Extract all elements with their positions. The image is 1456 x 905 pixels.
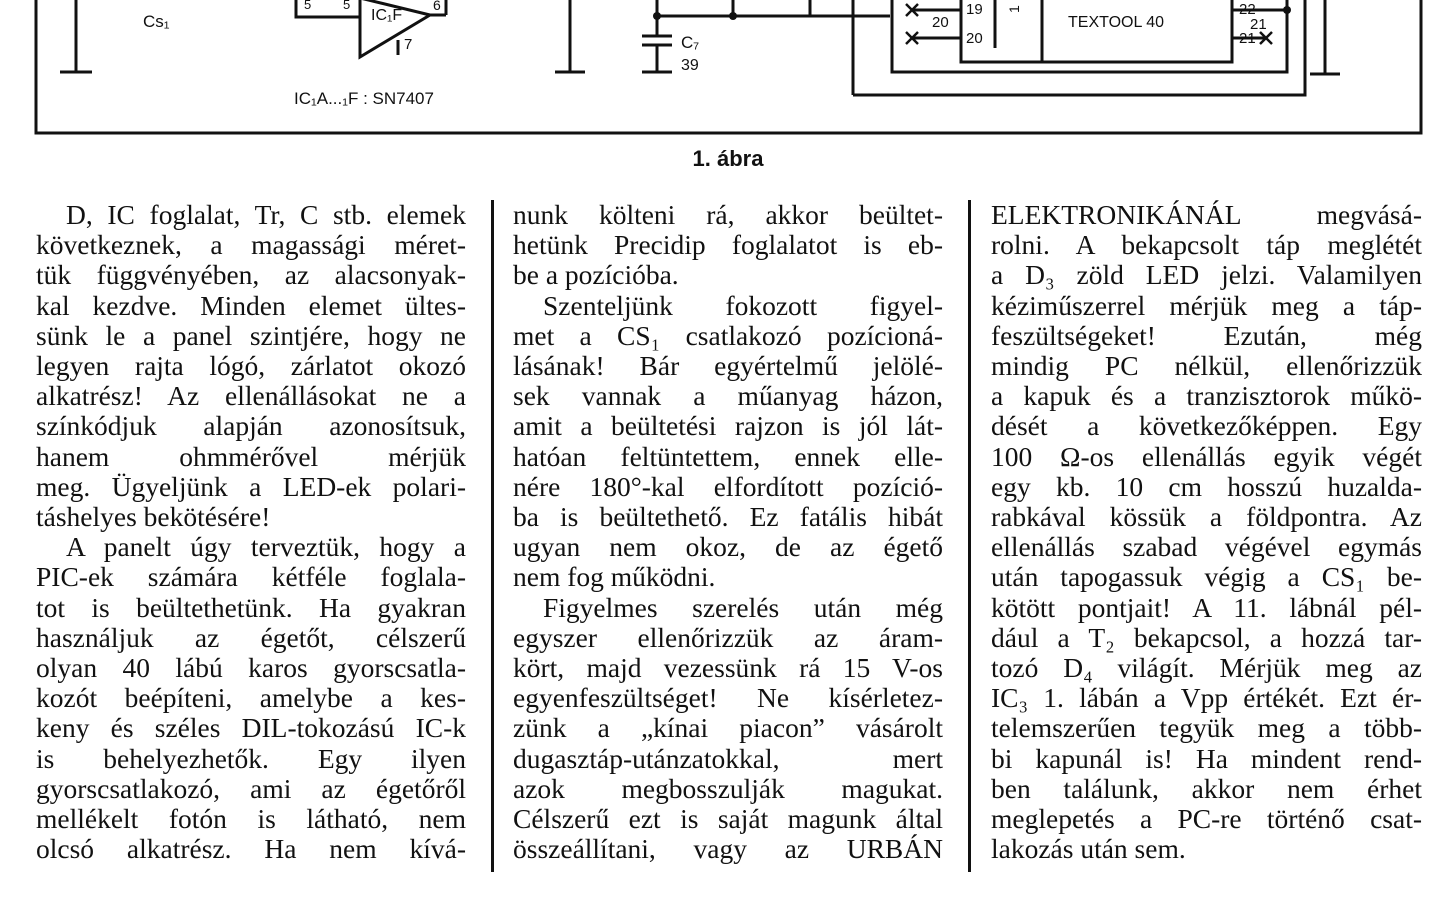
label-pin7: 7 — [404, 36, 413, 53]
text-line: 100 Ω-os ellenállás egyik végét — [991, 440, 1422, 472]
label-textool: TEXTOOL 40 — [1068, 14, 1165, 31]
label-pin19: 19 — [966, 1, 983, 18]
text-line: azok megbosszulják magukat. — [513, 772, 943, 804]
text-line: IC₃ 1. lábán a Vpp értékét. Ezt ér- — [991, 682, 1422, 714]
text-line: összeállítani, vagy az URBÁN — [513, 833, 943, 865]
label-c7-value: 39 — [681, 57, 699, 74]
text-line: mellékelt fotón is látható, nem — [36, 803, 466, 835]
text-line: színkódjuk alapján azonosítsuk, — [36, 410, 466, 442]
text-line: rolni. A bekapcsolt táp meglétét — [991, 229, 1422, 261]
text-line: dését a következőképpen. Egy — [991, 410, 1422, 442]
text-line: hatóan feltüntettem, ennek elle- — [513, 440, 943, 472]
text-line: A panelt úgy terveztük, hogy a — [66, 531, 466, 563]
text-line: kéziműszerrel mérjük meg a táp- — [991, 289, 1422, 321]
text-line: tot is beültethetünk. Ha gyakran — [36, 591, 466, 623]
text-line: gyorscsatlakozó, ami az égetőről — [36, 772, 466, 804]
text-line: telemszerűen tegyük meg a több- — [991, 712, 1422, 744]
circuit-schematic — [0, 0, 1456, 140]
text-line: zünk a „kínai piacon” vásárolt — [513, 712, 943, 744]
figure-caption: 1. ábra — [692, 146, 764, 171]
text-line: olyan 40 lábú karos gyorscsatla- — [36, 652, 466, 684]
text-line: mindig PC nélkül, ellenőrizzük — [991, 350, 1422, 382]
text-line: nunk költeni rá, akkor beültet- — [513, 199, 943, 230]
text-line: következnek, a magassági méret- — [36, 229, 466, 261]
label-pin21-inner: 21 — [1239, 30, 1256, 47]
textool-socket-body — [961, 0, 1232, 62]
text-line: sek vannak a műanyag házon, — [513, 380, 943, 412]
paragraph — [36, 532, 466, 864]
text-line: kal kezdve. Minden elemet ültes- — [36, 289, 466, 321]
text-column-1 — [36, 200, 466, 864]
text-line: lásának! Bár egyértelmű jelölé- — [513, 350, 943, 382]
label-pin6: 6 — [433, 0, 441, 13]
text-line: kötött pontjait! A 11. lábnál pél- — [991, 591, 1422, 623]
text-line: be a pozícióba. — [513, 259, 679, 291]
text-line: hanem ohmmérővel mérjük — [36, 440, 466, 472]
text-line: Szenteljünk fokozott figyel- — [543, 289, 943, 321]
text-line: hetünk Precidip foglalatot is eb- — [513, 229, 943, 261]
paragraph — [991, 200, 1422, 864]
text-line: ELEKTRONIKÁNÁL megvásá- — [991, 199, 1422, 230]
label-ic1f: IC₁F — [371, 7, 403, 24]
text-line: ellenállás szabad végével egymás — [991, 531, 1422, 563]
text-line: egyenfeszültséget! Ne kísérletez- — [513, 682, 943, 714]
text-line: tozó D₄ világít. Mérjük meg az — [991, 652, 1422, 684]
paragraph — [36, 200, 466, 532]
text-line: legyen rajta lógó, zárlatot okozó — [36, 350, 466, 382]
text-line: ugyan nem okoz, de az égető — [513, 531, 943, 563]
text-line: keny és széles DIL-tokozású IC-k — [36, 712, 466, 744]
text-line: alkatrész! Az ellenállásokat ne a — [36, 380, 466, 412]
text-line: ben találunk, akkor nem érhet — [991, 772, 1422, 804]
label-pin22: 22 — [1239, 1, 1256, 18]
text-line: egy kb. 10 cm hosszú huzalda- — [991, 470, 1422, 502]
text-line: használjuk az égetőt, célszerű — [36, 621, 466, 653]
text-line: Figyelmes szerelés után még — [543, 591, 943, 623]
label-pin21-outer: 21 — [1250, 16, 1267, 33]
text-line: a D₃ zöld LED jelzi. Valamilyen — [991, 259, 1422, 291]
column-divider — [491, 200, 494, 872]
text-column-2 — [513, 200, 943, 864]
paragraph — [513, 291, 943, 593]
text-line: amit a beültetési rajzon is jól lát- — [513, 410, 943, 442]
text-line: táshelyes bekötésére! — [36, 501, 271, 533]
text-line: rabkával kössük a földpontra. Az — [991, 501, 1422, 533]
paragraph — [513, 200, 943, 291]
label-c7: C₇ — [681, 33, 700, 52]
text-line: után tapogassuk végig a CS₁ be- — [991, 561, 1422, 593]
label-cs1: Cs₁ — [143, 12, 170, 31]
text-line: nem fog működni. — [513, 561, 716, 593]
text-line: met a CS₁ csatlakozó pozícioná- — [513, 319, 943, 351]
column-divider — [968, 200, 971, 872]
text-line: egyszer ellenőrizzük az áram- — [513, 621, 943, 653]
text-line: kört, majd vezessünk rá 15 V-os — [513, 652, 943, 684]
text-line: bi kapunál is! Ha mindent rend- — [991, 742, 1422, 774]
text-line: kozót beépíteni, amelybe a kes- — [36, 682, 466, 714]
text-line: dául a T₂ bekapcsol, a hozzá tar- — [991, 621, 1422, 653]
text-line: Célszerű ezt is saját magunk által — [513, 803, 943, 835]
figure-frame — [36, 0, 1421, 133]
text-line: sünk le a panel szintjére, hogy ne — [36, 319, 466, 351]
text-line: lakozás után sem. — [991, 833, 1186, 865]
text-line: dugasztáp-utánzatokkal, mert — [513, 742, 943, 774]
text-column-3 — [991, 200, 1422, 864]
label-pin20-outer: 20 — [932, 14, 949, 31]
text-line: PIC-ek számára kétféle foglala- — [36, 561, 466, 593]
text-line: tük függvényében, az alacsonyak- — [36, 259, 466, 291]
text-line: nére 180°-kal elfordított pozíció- — [513, 470, 943, 502]
text-line: ba is beültethető. Ez fatális hibát — [513, 501, 943, 533]
paragraph — [513, 593, 943, 865]
label-pin1: 1 — [1006, 5, 1022, 13]
label-ic-series: IC₁A...₁F : SN7407 — [294, 89, 434, 108]
text-line: feszültségeket! Ezután, még — [991, 319, 1422, 351]
label-pin5b: 5 — [343, 0, 351, 12]
label-pin20-inner: 20 — [966, 30, 983, 47]
text-line: meg. Ügyeljünk a LED-ek polari- — [36, 470, 466, 502]
text-line: D, IC foglalat, Tr, C stb. elemek — [66, 199, 466, 230]
text-line: meglepetés a PC-re történő csat- — [991, 803, 1422, 835]
text-line: is behelyezhetők. Egy ilyen — [36, 742, 466, 774]
label-pin5a: 5 — [304, 0, 312, 12]
text-line: a kapuk és a tranzisztorok műkö- — [991, 380, 1422, 412]
text-line: olcsó alkatrész. Ha nem kívá- — [36, 833, 466, 865]
